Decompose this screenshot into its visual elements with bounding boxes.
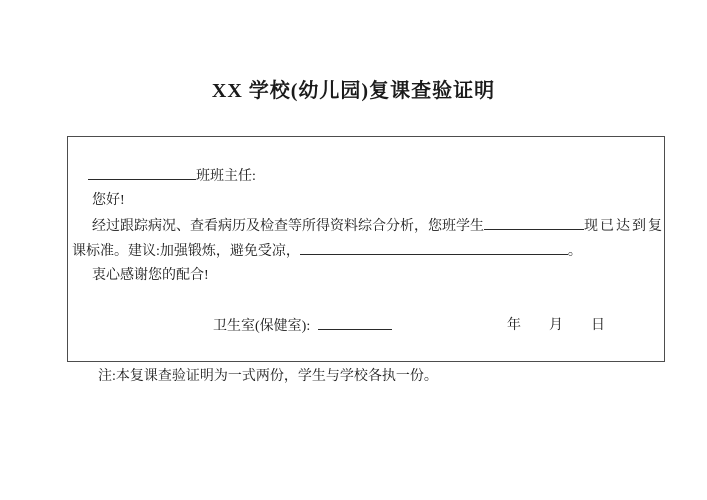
student-name-blank-field	[484, 213, 584, 230]
body-line-2	[72, 238, 660, 263]
class-name-blank-field	[88, 163, 196, 180]
body-text-tail: 现已达到复	[584, 219, 664, 234]
signature-line	[72, 313, 660, 338]
greeting-text: 您好!	[92, 193, 125, 208]
spacer-line	[72, 288, 660, 313]
greeting-line	[72, 188, 660, 213]
month-label: 月	[549, 318, 563, 333]
salutation-label: 班班主任:	[196, 169, 256, 184]
document-title: XX 学校(幼儿园)复课查验证明	[211, 80, 496, 102]
year-label: 年	[507, 318, 521, 333]
thanks-line	[72, 263, 660, 288]
body-text-lead: 经过跟踪病况、查看病历及检查等所得资料综合分析，您班学生	[92, 219, 484, 234]
signature-label: 卫生室(保健室):	[213, 319, 311, 334]
body-line-1	[72, 213, 664, 238]
footnote: 注:本复课查验证明为一式两份，学生与学校各执一份。	[98, 369, 438, 384]
advice-text-lead: 课标准。建议:加强锻炼，避免受凉，	[72, 244, 300, 259]
date-group	[507, 313, 605, 338]
day-label: 日	[591, 318, 605, 333]
thanks-text: 衷心感谢您的配合!	[92, 268, 209, 283]
salutation-line	[72, 163, 660, 188]
signature-blank-field	[318, 313, 392, 330]
advice-blank-field	[300, 238, 568, 255]
advice-text-end: 。	[567, 244, 582, 259]
certificate-box	[67, 136, 665, 362]
